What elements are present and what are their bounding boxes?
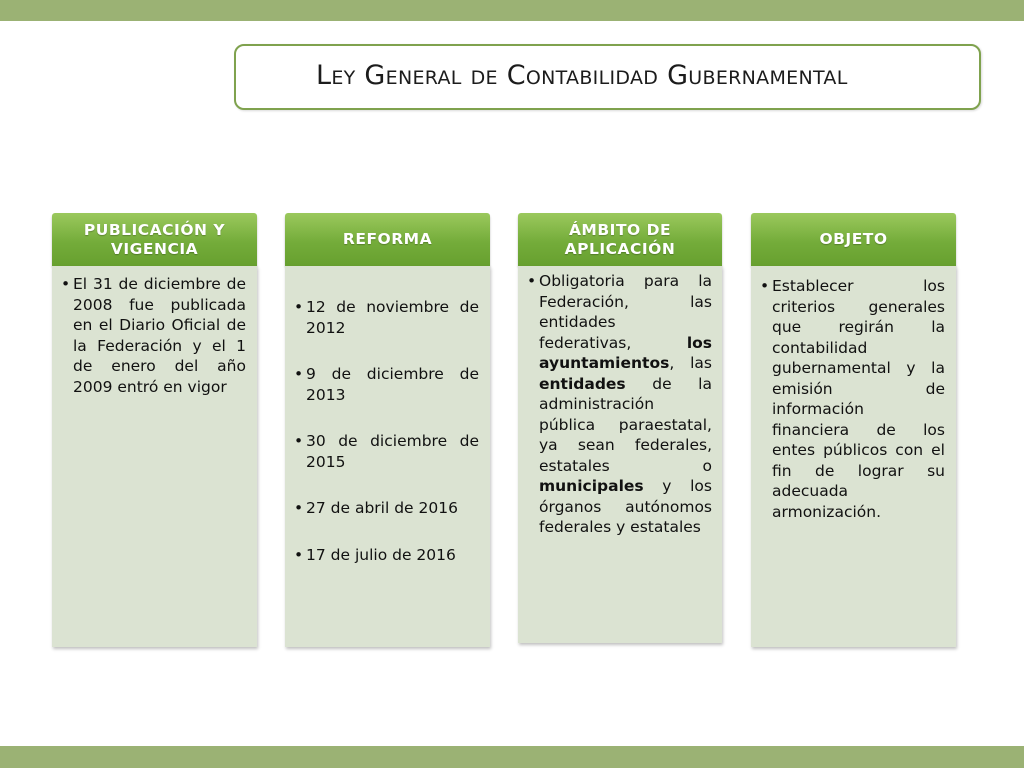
column-ambito — [518, 213, 722, 643]
bullet: • — [760, 277, 770, 295]
emphasis-text: municipales — [539, 477, 644, 495]
bullet: • — [294, 545, 304, 564]
column-body — [52, 266, 257, 647]
list-item: • 12 de noviembre de 2012 — [294, 298, 479, 337]
emphasis-text: entidades — [539, 374, 626, 393]
column-header: OBJETO — [751, 213, 956, 266]
column-header: REFORMA — [285, 213, 490, 266]
list-item: • 27 de abril de 2016 — [294, 499, 458, 517]
list-item: • 17 de julio de 2016 — [294, 545, 456, 564]
column-reforma — [285, 213, 490, 647]
top-band — [0, 0, 1024, 21]
column-objeto — [751, 213, 956, 647]
list-item: • 30 de diciembre de 2015 — [294, 432, 479, 471]
list-item: • Establecer los criterios generales que regirán la contabilidad gubernamental y la emisión de información financiera de los entes públicos con el fin de lograr su adecuada armonización. — [760, 277, 945, 521]
bullet: • — [294, 365, 304, 383]
column-body — [518, 266, 722, 643]
emphasis-text: los ayuntamientos — [539, 333, 712, 372]
list-item: • El 31 de diciembre de 2008 fue publicada en el Diario Oficial de la Federación y el 1 de enero del año 2009 entró en vigor — [61, 275, 246, 396]
list-item: • Obligatoria para la Federación, las entidades federativas, los ayuntamientos, las entidades de la administración pública paraestatal, ya sean federales, estatales o municipales y los órganos autónomos federales y estatales — [527, 272, 712, 536]
column-header: ÁMBITO DE APLICACIÓN — [518, 213, 722, 266]
title-box — [234, 44, 981, 110]
column-body — [285, 266, 490, 647]
bottom-band — [0, 746, 1024, 768]
bullet: • — [294, 499, 304, 517]
bullet: • — [61, 275, 71, 293]
column-publicacion — [52, 213, 257, 647]
slide-title: Ley General de Contabilidad Gubernamental — [316, 60, 848, 91]
bullet: • — [294, 298, 304, 316]
bullet: • — [527, 272, 537, 290]
bullet: • — [294, 432, 304, 450]
column-header: PUBLICACIÓN Y VIGENCIA — [52, 213, 257, 266]
column-body — [751, 266, 956, 647]
list-item: • 9 de diciembre de 2013 — [294, 365, 479, 404]
